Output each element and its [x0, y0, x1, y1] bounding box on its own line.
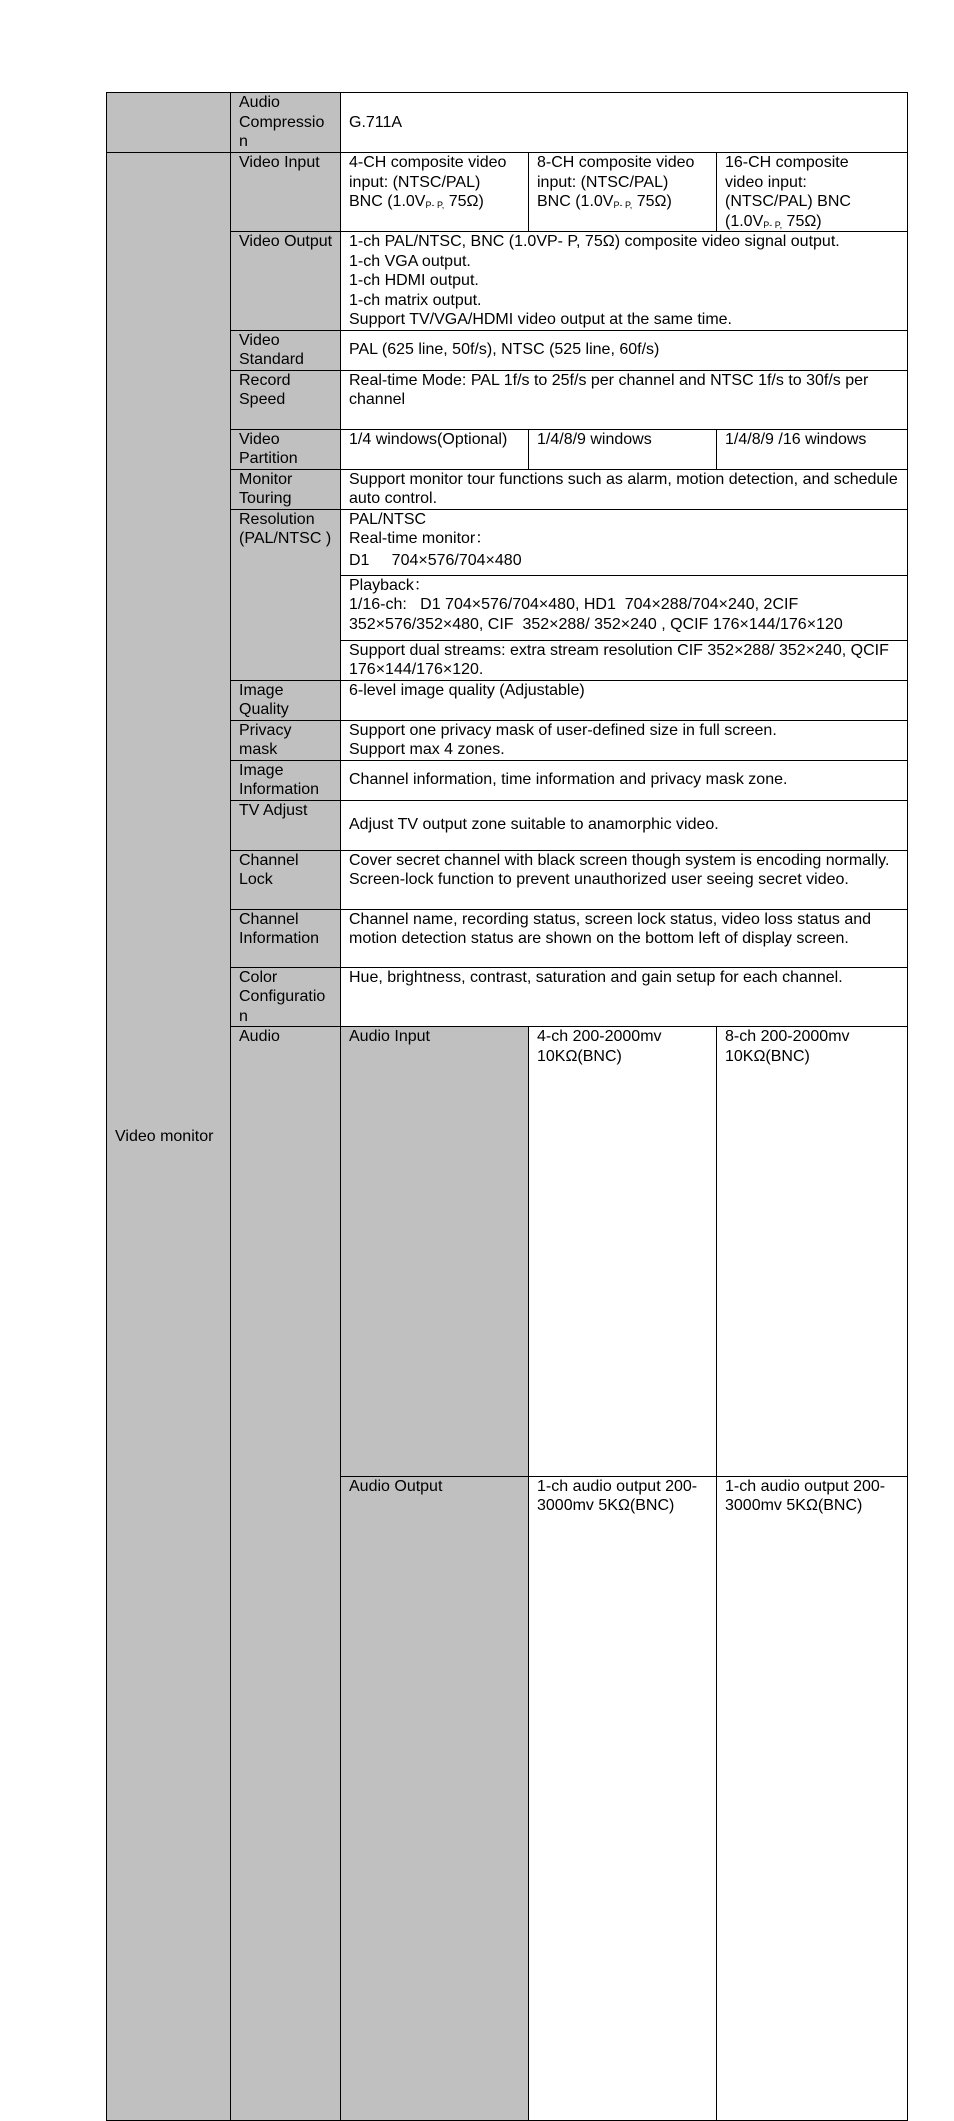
feature-image-information: Image Information — [231, 760, 341, 800]
value-video-partition-4ch: 1/4 windows(Optional) — [341, 429, 529, 469]
feature-privacy-mask: Privacy mask — [231, 720, 341, 760]
row-video-input — [107, 153, 908, 232]
value-color-configuration: Hue, brightness, contrast, saturation and gain setup for each channel. — [341, 967, 908, 1027]
spec-table — [106, 92, 908, 2121]
feature-image-quality: Image Quality — [231, 680, 341, 720]
value-audio-input-4ch: 4-ch 200-2000mv 10KΩ(BNC) — [529, 1027, 717, 1477]
feature-video-partition: Video Partition — [231, 429, 341, 469]
feature-video-input: Video Input — [231, 153, 341, 232]
feature-audio-output: Audio Output — [341, 1476, 529, 2121]
value-image-quality: 6-level image quality (Adjustable) — [341, 680, 908, 720]
feature-channel-lock: Channel Lock — [231, 850, 341, 909]
value-resolution-dual: Support dual streams: extra stream resolution CIF 352×288/ 352×240, QCIF 176×144/176×120. — [341, 640, 908, 680]
value-record-speed: Real-time Mode: PAL 1f/s to 25f/s per channel and NTSC 1f/s to 30f/s per channel — [341, 370, 908, 429]
category-audio: Audio — [231, 1027, 341, 2121]
value-audio-output-4ch: 1-ch audio output 200-3000mv 5KΩ(BNC) — [529, 1476, 717, 2121]
value-image-information: Channel information, time information and privacy mask zone. — [341, 760, 908, 800]
value-channel-lock: Cover secret channel with black screen though system is encoding normally. Screen-lock function to prevent unauthorized user seeing secret video. — [341, 850, 908, 909]
feature-video-output: Video Output — [231, 232, 341, 331]
value-audio-output-8ch: 1-ch audio output 200-3000mv 5KΩ(BNC) — [717, 1476, 908, 2121]
category-cell-empty — [107, 93, 231, 153]
value-privacy-mask: Support one privacy mask of user-defined size in full screen. Support max 4 zones. — [341, 720, 908, 760]
value-tv-adjust: Adjust TV output zone suitable to anamorphic video. — [341, 800, 908, 850]
feature-audio-compression: Audio Compressio n — [231, 93, 341, 153]
value-video-input-4ch: 4-CH composite video input: (NTSC/PAL) BNC ($1.0V_{P- P,}$ 75Ω) — [341, 153, 529, 232]
value-monitor-touring: Support monitor tour functions such as alarm, motion detection, and schedule auto control. — [341, 469, 908, 509]
value-audio-input-8ch: 8-ch 200-2000mv 10KΩ(BNC) — [717, 1027, 908, 1477]
value-resolution-playback: Playback： 1/16-ch: D1 704×576/704×480, HD1 704×288/704×240, 2CIF 352×576/352×480, CIF 352×288/ 352×240 , QCIF 176×144/176×120 — [341, 575, 908, 640]
feature-record-speed: Record Speed — [231, 370, 341, 429]
value-video-input-16ch: 16-CH composite video input: (NTSC/PAL) BNC ($1.0V_{P- P,}$ 75Ω) — [717, 153, 908, 232]
value-video-partition-8ch: 1/4/8/9 windows — [529, 429, 717, 469]
feature-monitor-touring: Monitor Touring — [231, 469, 341, 509]
value-video-standard: PAL (625 line, 50f/s), NTSC (525 line, 60f/s) — [341, 330, 908, 370]
value-video-output: 1-ch PAL/NTSC, BNC (1.0VP- P, 75Ω) composite video signal output. 1-ch VGA output. 1-ch HDMI output. 1-ch matrix output. Support TV/VGA/HDMI video output at the same time. — [341, 232, 908, 331]
value-channel-information: Channel name, recording status, screen lock status, video loss status and motion detection status are shown on the bottom left of display screen. — [341, 909, 908, 967]
category-video-monitor: Video monitor — [107, 153, 231, 2121]
feature-tv-adjust: TV Adjust — [231, 800, 341, 850]
value-resolution-realtime: PAL/NTSC Real-time monitor： D1 704×576/704×480 — [341, 509, 908, 575]
value-video-partition-16ch: 1/4/8/9 /16 windows — [717, 429, 908, 469]
feature-channel-information: Channel Information — [231, 909, 341, 967]
feature-video-standard: Video Standard — [231, 330, 341, 370]
row-audio-compression — [107, 93, 908, 153]
feature-resolution: Resolution (PAL/NTSC ) — [231, 509, 341, 680]
feature-audio-input: Audio Input — [341, 1027, 529, 1477]
feature-color-configuration: Color Configuratio n — [231, 967, 341, 1027]
value-video-input-8ch: 8-CH composite video input: (NTSC/PAL) BNC ($1.0V_{P- P,}$ 75Ω) — [529, 153, 717, 232]
value-audio-compression: G.711A — [341, 93, 908, 153]
